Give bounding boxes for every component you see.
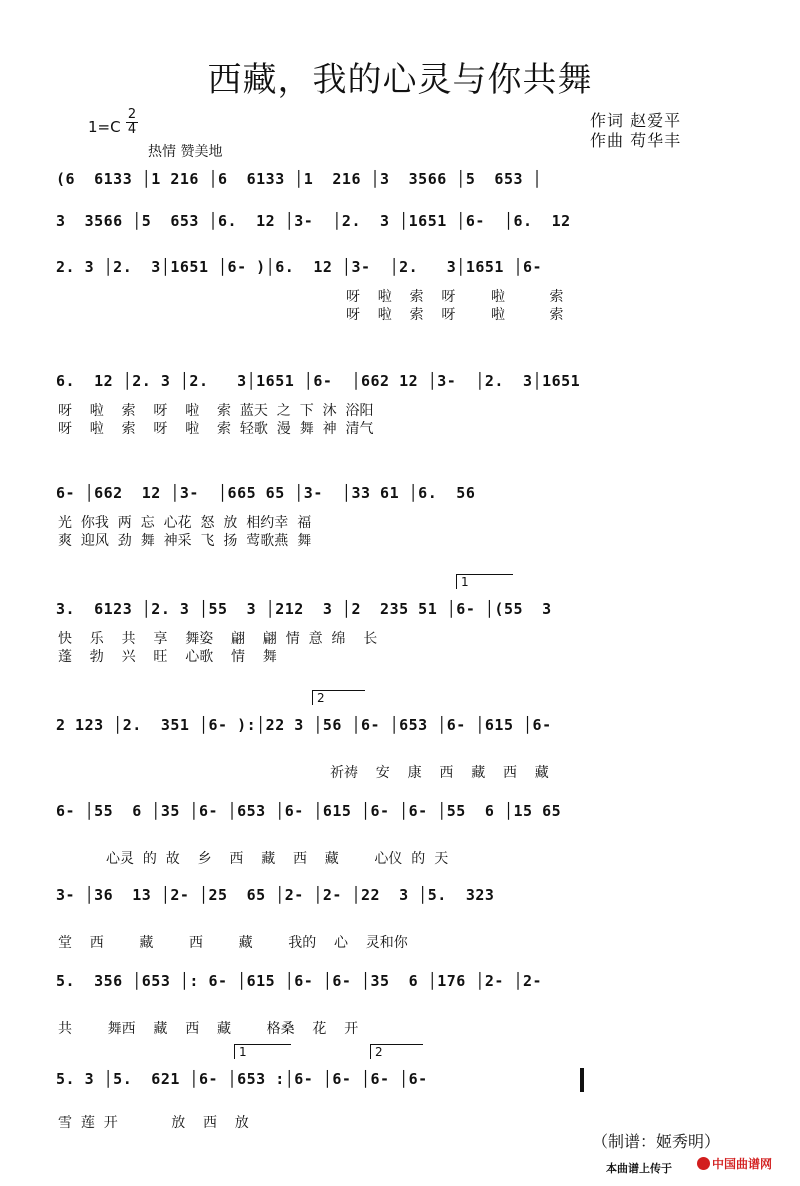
lyric-line-7: 祈祷 安 康 西 藏 西 藏 xyxy=(330,765,549,781)
score-line-10 xyxy=(56,972,728,990)
score-line-7 xyxy=(56,716,728,734)
key-signature: 1=C xyxy=(88,118,121,136)
score-line-11 xyxy=(56,1070,728,1088)
notes: 6. 12 │2. 3 │2. 3│1651 │6- │662 12 │3- │2. 3│1651 xyxy=(56,372,581,390)
lyric-line-6a: 快 乐 共 享 舞姿 翩 翩 情 意 绵 长 xyxy=(58,631,378,647)
volta-second-ending: 2 xyxy=(312,690,365,705)
lyricist-credit: 作词 赵爱平 xyxy=(590,111,682,130)
score-line-5 xyxy=(56,484,728,502)
notes: 3- │36 13 │2- │25 65 │2- │2- │22 3 │5. 323 xyxy=(56,886,495,904)
notes: 2. 3 │2. 3│1651 │6- )│6. 12 │3- │2. 3│1651 │6- xyxy=(56,258,543,276)
volta-first-ending-end: 1 xyxy=(234,1044,291,1059)
final-barline xyxy=(580,1068,584,1092)
lyric-line-5a: 光 你我 两 忘 心花 怒 放 相约幸 福 xyxy=(58,515,312,531)
lyric-line-3a: 呀 啦 索 呀 啦 索 xyxy=(346,289,564,305)
lyric-line-5b: 爽 迎风 劲 舞 神采 飞 扬 莺歌燕 舞 xyxy=(58,533,312,549)
lyric-line-4b: 呀 啦 索 呀 啦 索 轻歌 漫 舞 神 清气 xyxy=(58,421,374,437)
time-signature xyxy=(126,108,138,137)
notes: (6 6133 │1 216 │6 6133 │1 216 │3 3566 │5 653 │ xyxy=(56,170,543,188)
score-line-6 xyxy=(56,600,728,618)
notes: 5. 3 │5. 621 │6- │653 :│6- │6- │6- │6- xyxy=(56,1070,428,1088)
score-line-9 xyxy=(56,886,728,904)
song-title: 西藏，我的心灵与你共舞 xyxy=(207,60,593,100)
lyric-line-4a: 呀 啦 索 呀 啦 索 蓝天 之 下 沐 浴阳 xyxy=(58,403,374,419)
upload-note: 本曲谱上传于 xyxy=(606,1162,672,1175)
logo-icon xyxy=(697,1157,710,1170)
transcriber-credit: （制谱：姬秀明） xyxy=(592,1132,721,1151)
score-line-3 xyxy=(56,258,728,276)
composer-credit: 作曲 苟华丰 xyxy=(590,131,682,150)
lyric-line-6b: 蓬 勃 兴 旺 心歌 情 舞 xyxy=(58,649,277,665)
notes: 5. 356 │653 │: 6- │615 │6- │6- │35 6 │176 │2- │2- xyxy=(56,972,543,990)
volta-second-ending-end: 2 xyxy=(370,1044,423,1059)
notes: 3. 6123 │2. 3 │55 3 │212 3 │2 235 51 │6- │(55 3 xyxy=(56,600,552,618)
lyric-line-9: 堂 西 藏 西 藏 我的 心 灵和你 xyxy=(58,935,408,951)
tempo-marking: 热情 赞美地 xyxy=(148,144,223,160)
score-line-4 xyxy=(56,372,728,390)
meter-top: 2 xyxy=(127,107,137,122)
meter-bottom: 4 xyxy=(127,122,137,137)
lyric-line-10: 共 舞西 藏 西 藏 格桑 花 开 xyxy=(58,1021,359,1037)
notes: 3 3566 │5 653 │6. 12 │3- │2. 3 │1651 │6- │6. 12 xyxy=(56,212,571,230)
volta-first-ending: 1 xyxy=(456,574,513,589)
site-logo[interactable] xyxy=(697,1155,787,1175)
lyric-line-3b: 呀 啦 索 呀 啦 索 xyxy=(346,307,564,323)
score-line-8 xyxy=(56,802,728,820)
lyric-line-8: 心灵 的 故 乡 西 藏 西 藏 心仪 的 天 xyxy=(106,851,449,867)
score-line-1 xyxy=(56,170,728,188)
notes: 2 123 │2. 351 │6- ):│22 3 │56 │6- │653 │6- │615 │6- xyxy=(56,716,552,734)
notes: 6- │662 12 │3- │665 65 │3- │33 61 │6. 56 xyxy=(56,484,476,502)
lyric-line-11: 雪 莲 开 放 西 放 xyxy=(58,1115,249,1131)
site-logo-text: 中国曲谱网 xyxy=(712,1157,773,1171)
notes: 6- │55 6 │35 │6- │653 │6- │615 │6- │6- │55 6 │15 65 xyxy=(56,802,562,820)
score-line-2 xyxy=(56,212,728,230)
